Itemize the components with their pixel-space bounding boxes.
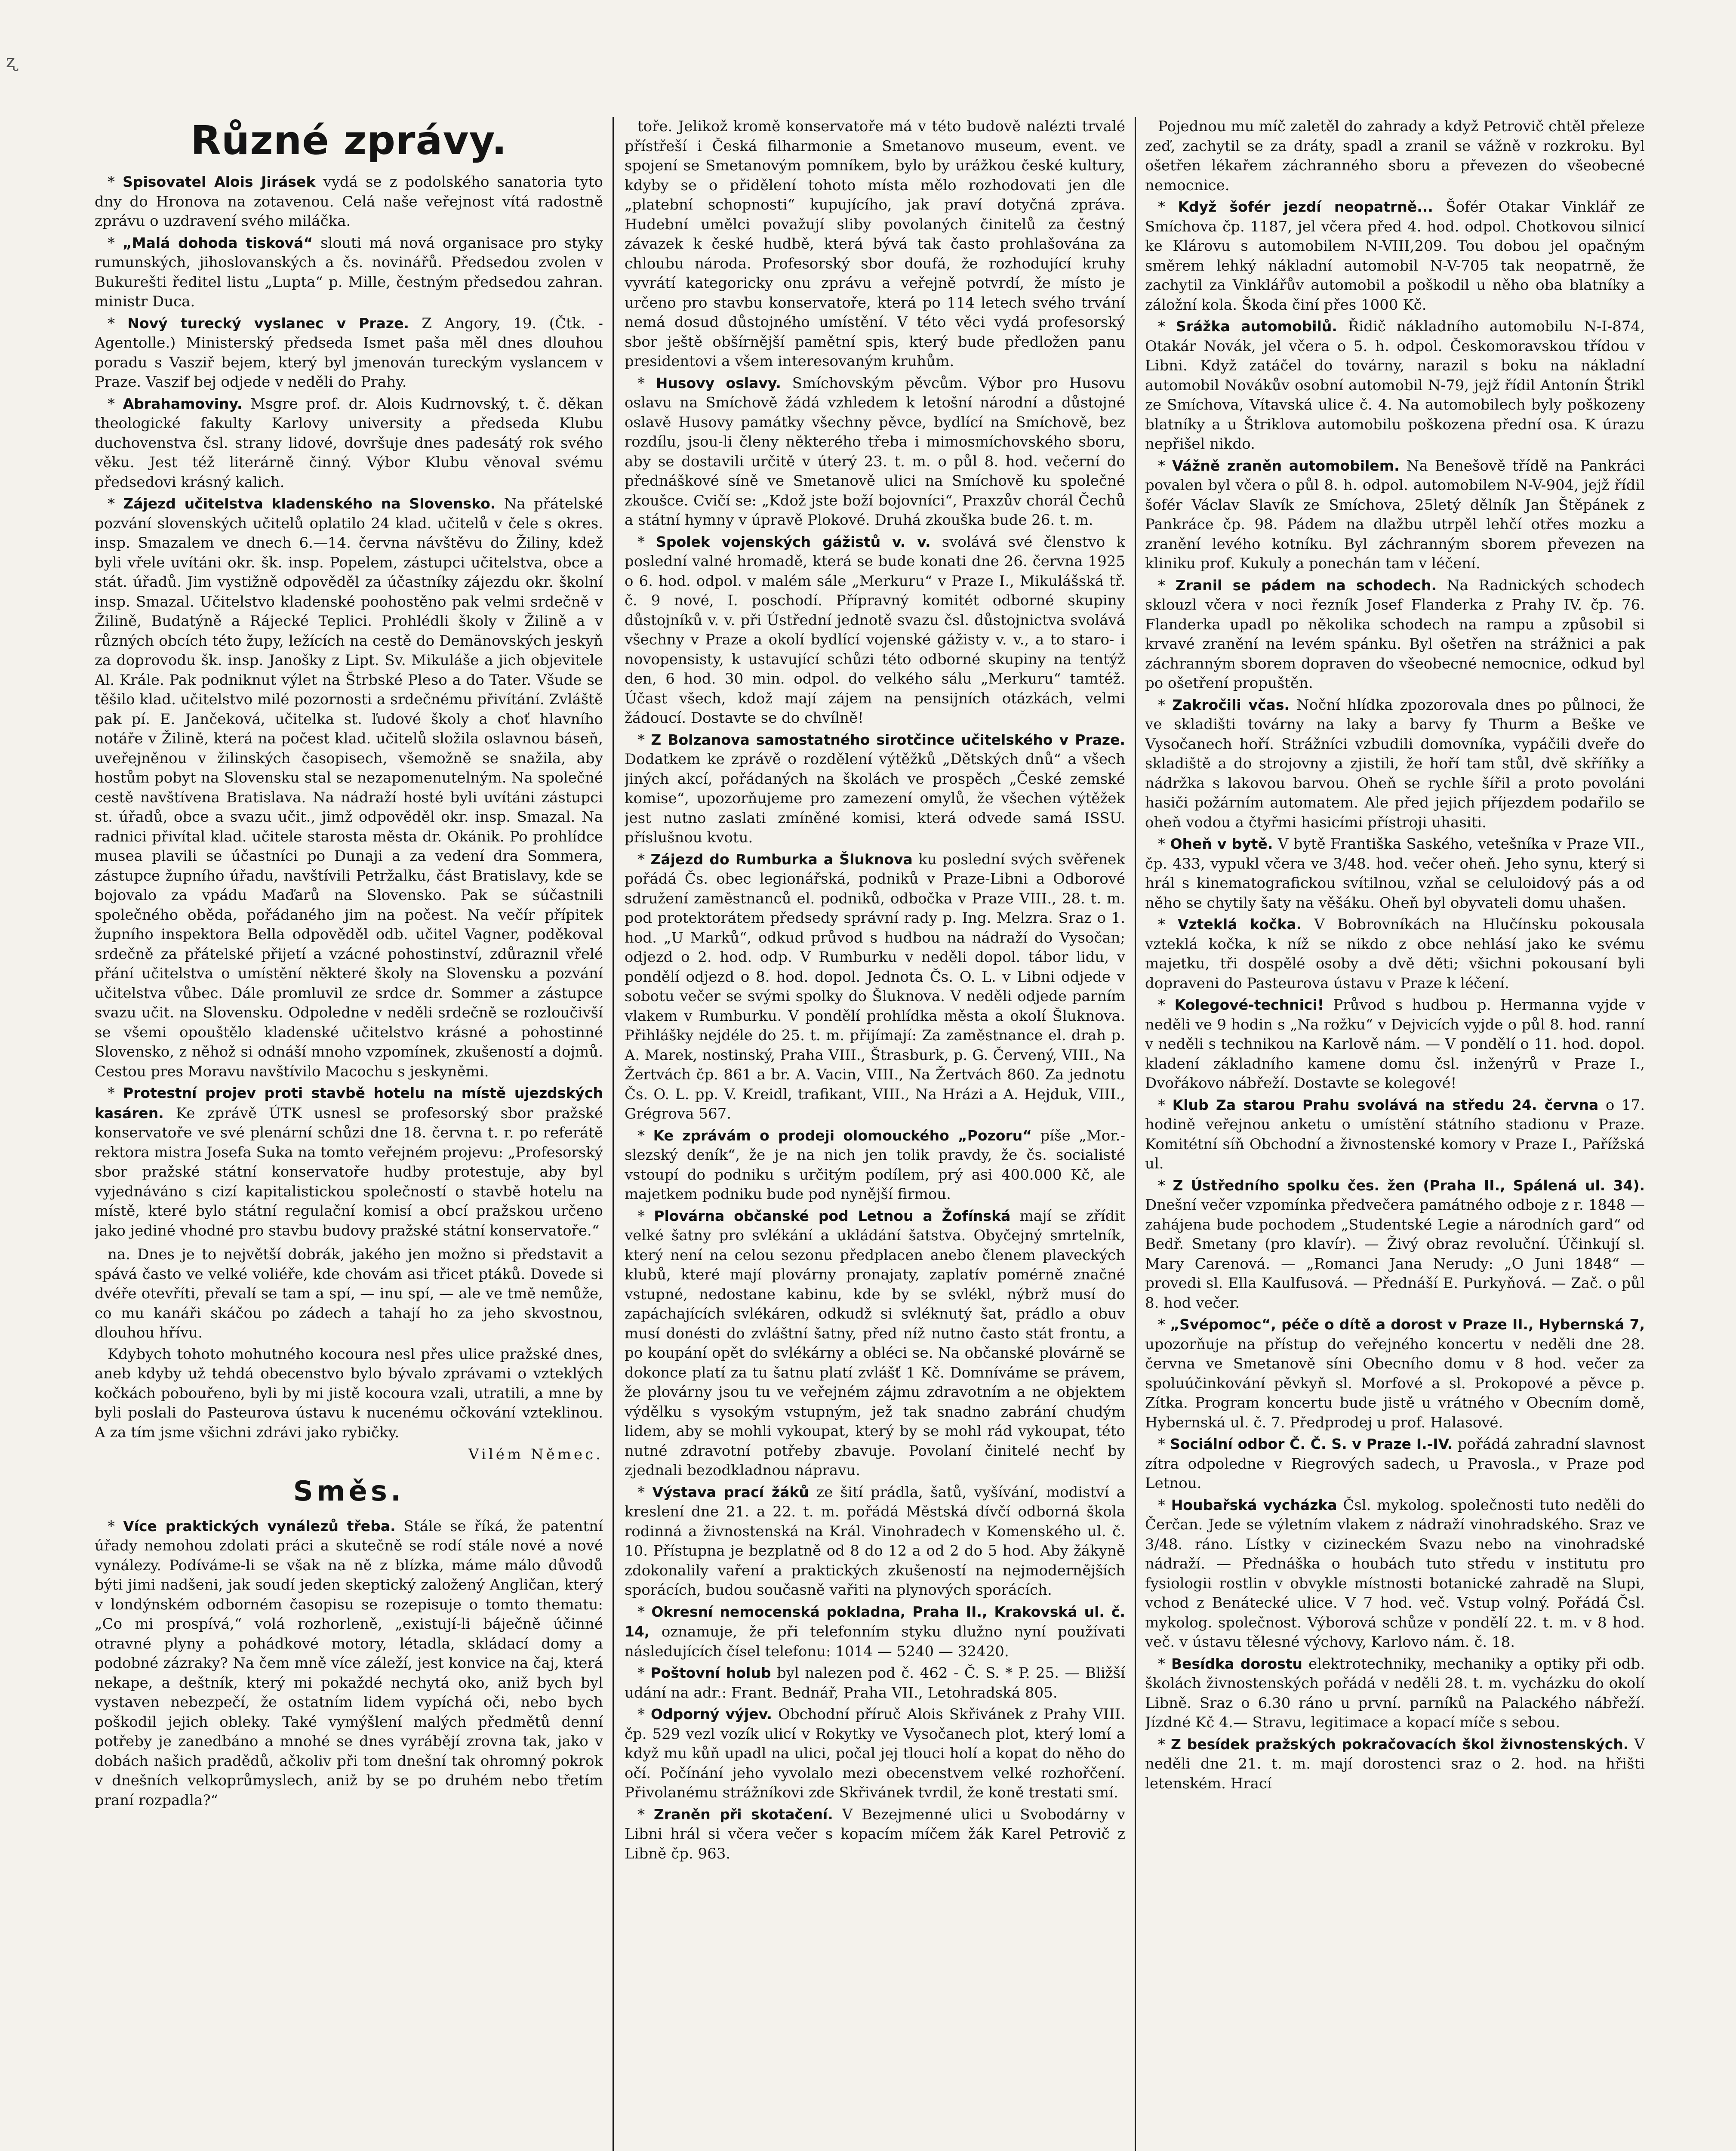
column-rule-2 [1135,117,1136,2151]
news-item-marker: * [1158,1177,1173,1194]
news-item-marker: * [1158,916,1178,933]
news-item [625,1482,1125,1600]
news-item-text: mají se zřídit velké šatny pro svlékání a ukládání šatstva. Obyčejný smrtelník, který není na celou sezonu předplacen anebo členem plaveckých klubů, které mají plovárny pronajaty, zaplatív pomérně značné vstupné, nedostane kabinu, kde by se svlékl, nýbrž musí do zapáchajících svlékáren, odkudž si svléknutý šat, prádlo a obuv musí donésti do zvláštní šatny, před níž nutno často stát frontu, a po koupání opět do svlékárny a obléci se. Na občanské plovárně se dokonce platí za tu šatnu platí zvlášť 1 Kč. Domníváme se právem, že plovárny jsou tu ve veřejném zájmu zdravotním a ne objektem výdělku s vysokým vstupným, jež tak snadno zabrání chudým lidem, aby se mohli vykoupat, který by se mohl rád vykoupat, této nutné zdravotní potřeby zbavuje. Povolaní činitelé nechť by zjednali bezodkladnou nápravu. [625,1207,1125,1479]
news-item-heading: Více praktických vynálezů třeba. [123,1517,396,1535]
news-item-marker: * [637,731,651,749]
column-rule-1 [613,117,614,2151]
news-item [625,117,1125,372]
news-item-marker: * [637,533,656,551]
news-item-marker: * [1158,1735,1171,1753]
news-item-marker: * [637,1806,654,1823]
news-item-text: V Bobrovníkách na Hlučínsku pokousala vzteklá kočka, k níž se nikdo z obce nehlásí jako ke svému majetku, tři dospělé osoby a dvě děti; všichni pokousaní byli dopraveni do Pasteurova ústavu v Praze k léčení. [1145,916,1645,992]
news-item [625,850,1125,1124]
news-item-heading: Besídka dorostu [1171,1655,1303,1672]
news-item-marker: * [1158,1496,1171,1514]
news-item [95,494,603,1082]
news-item-heading: Spisovatel Alois Jirásek [123,173,316,190]
news-item-heading: Ke zprávám o prodeji olomouckého „Pozoru“ [653,1127,1032,1144]
news-item [625,1663,1125,1703]
news-item-marker: * [1158,835,1170,853]
section-title-ruzne-zpravy: Různé zprávy. [190,117,508,163]
news-item [1145,995,1645,1094]
news-item-marker: * [1158,1436,1170,1453]
signature: Vilém Němec. [468,1446,603,1463]
news-item-heading: Z Ústředního spolku čes. žen (Praha II., Spálená ul. 34). [1173,1177,1645,1194]
news-item [1145,1434,1645,1494]
news-item-heading: „Malá dohoda tisková“ [123,234,313,251]
news-item-text: Čsl. mykolog. společnosti tuto neděli do Čerčan. Jede se výletním vlakem z nádraží vinohradského. Sraz ve 3/48. ráno. Lístky v cizineckém Svazu nebo na vinohradské nádraží. — Přednáška o houbách tuto středu v institutu pro fysiologii rostlin v obvykle místnosti botanické zahradě na Slupi, vchod z Benátecké ulice. V 7 hod. več. Vstup volný. Pořádá Čsl. mykolog. společnost. Výborová schůze v pondělí 22. t. m. v 8 hod. več. v ústavu tělesné výchovy, Karlovo nám. č. 18. [1145,1496,1645,1651]
news-item-marker: * [637,1603,652,1621]
news-item-heading: Nový turecký vyslanec v Praze. [127,314,409,332]
news-item-marker: * [637,1483,653,1501]
news-item [625,1602,1125,1662]
news-item [625,730,1125,848]
news-item [1145,1315,1645,1433]
news-item-marker: * [637,1207,654,1225]
column-2 [625,117,1125,2151]
news-item-heading: Zájezd do Rumburka a Šluknova [650,851,913,868]
news-item-heading: Okresní nemocenská pokladna, Praha II., Krakovská ul. č. 14, [625,1603,1125,1640]
news-item [625,1805,1125,1864]
news-item-heading: Plovárna občanské pod Letnou a Žofínská [654,1207,1011,1224]
news-item-marker: * [108,173,123,191]
news-item-text: o 17. hodině veřejnou anketu o umístění státního stadionu v Praze. Komitétní síň Obchodní a živnostenské komory v Praze I., Pařížská ul. [1145,1096,1645,1172]
news-item-heading: Srážka automobilů. [1176,318,1337,335]
news-item [95,1083,603,1241]
news-item-marker: * [637,1706,651,1723]
news-item [1145,1095,1645,1174]
news-item-text: Noční hlídka zpozorovala dnes po půlnoci, že ve skladišti továrny na laky a barvy fy Thurm a Beške ve Vysočanech hoří. Strážníci vzbudili domovníka, vypáčili dveře do skladiště a do strojovny a zjistili, že hoří tam stůl, dvě skříňky a nádržka s lakovou barvou. Oheň se rychle šířil a proto povoláni hasiči požárním automatem. Ale před jejich příjezdem podařilo se oheň vodou a čtyřmi hasicími přístroji uhasiti. [1145,696,1645,831]
news-item [625,373,1125,530]
news-item-text: Šofér Otakar Vinklář ze Smíchova čp. 1187, jel včera před 4. hod. odpol. Chotkovou silnicí ke Klárovu s automobilem N-VIII,209. Tou dobou jel opačným směrem lehký nákladní automobil N-V-705 tak neopatrně, že zachytil za Vinklářův automobil a poškodil u něho oba blatníky a záložní kola. Škoda činí přes 1000 Kč. [1145,198,1645,314]
news-item [1145,1735,1645,1794]
news-item-text: Dodatkem ke zprávě o rozdělení výtěžků „Dětských dnů“ a všech jiných akcí, pořádaných na školách ve prospěch „České zemské komise“, upozorňujeme pro zamezení omylů, že všechen výtěžek jest nutno zaslati zmíněné komisi, která odvede samá ISSU. příslušnou kvotu. [625,751,1125,846]
news-list [625,117,1125,1864]
news-item [625,1704,1125,1803]
news-list [95,172,603,1241]
news-item-marker: * [637,851,651,868]
news-item-heading: Zakročili včas. [1172,696,1290,713]
news-item-heading: Abrahamoviny. [123,395,243,412]
news-item-marker: * [637,1664,651,1682]
news-item-text: Ke zprávě ÚTK usnesl se profesorský sbor pražské konservatoře ve své plenární schůzi dne 18. června t. r. po referátě rektora mistra Josefa Suka na tomto veřejném projevu: „Profesorský sbor pražské státní konservatoře hudby protestuje, aby byl vyjednáváno s cizí kapitalistickou společností o stavbě hotelu na místě, které bylo státní regulační komisí a obcí pražskou určeno jako jediné vhodné pro stavbu budovy pražské státní konservatoře.“ [95,1104,603,1239]
news-item [95,394,603,493]
news-item-heading: Spolek vojenských gážistů v. v. [656,533,931,550]
story-continuation: na. Dnes je to největší dobrák, jakého jen možno si představit a spává často ve velké voliéře, kde chovám asi třicet ptáků. Dovede si dvéře otevříti, převalí se tam a spí, — inu spí, — ale ve tmě nemůže, co mu kanáři skáčou po zádech a tahají ho za jeho skvostnou, dlouhou hřívu. [95,1246,603,1341]
news-item-text: elektrotechniky, mechaniky a optiky při odb. školách živnostenských pořádá v neděli 28. t. m. vycházku do okolí Libně. Sraz o 6.30 ráno u první. parníků na Palackého nábřeží. Jízdné Kč 4.— Stravu, legitimace a kopací míče s sebou. [1145,1655,1645,1731]
news-item-marker: * [108,1517,123,1535]
news-item [95,1516,603,1811]
news-item-marker: * [1158,576,1176,594]
news-item-marker: * [108,234,123,252]
news-item-text: upozorňuje na přístup do veřejného koncertu v neděli dne 28. června ve Smetanově síni Obecního domu v 8 hod. večer za spoluúčinkování pěvkyň sl. Morfové a sl. Prokopové a pěvce p. Zítka. Program koncertu bude jistě u vrátného v Obecním domě, Hybernská ul. č. 7. Předprodej u prof. Halasové. [1145,1335,1645,1431]
news-item-text: ku poslední svých svěřenek pořádá Čs. obec legionářská, podniků v Praze-Libni a Odborové sdružení zaměstnanců el. podniků, odbočka v Praze VIII., 28. t. m. pod protektorátem předsedy správní rady p. Ing. Melzra. Sraz o 1. hod. „U Marků“, odkud průvod s hudbou na nádraží do Vysočan; odjezd o 2. hod. odp. V Rumburku v neděli dopol. tábor lidu, v pondělí odjezd o 8. hod. dopol. Jednota Čs. O. L. v Libni odjede v sobotu večer se svými spolky do Šluknova. V neděli odjede parním vlakem v Rumburku. V pondělí prohlídka města a okolí Šluknova. Přihlášky nejdéle do 25. t. m. přijímají: Za zaměstnance el. drah p. A. Marek, nostinský, Praha VIII., Štrasburk, p. G. Červený, VIII., Na Žertvách čp. 861 a br. A. Vacin, VIII., Na Žertvách 860. Za jednotu Čs. O. L. pp. V. Kreidl, trafikant, VIII., Na Hrázi a A. Hejduk, VIII., Grégrova 567. [625,851,1125,1122]
news-item-text: ze šití prádla, šatů, vyšívání, modiství a kreslení dne 21. a 22. t. m. pořádá Městská dívčí odborná škola rodinná a živnostenská na Král. Vinohradech v Komenského ul. č. 10. Přístupna je bezplatně od 8 do 12 a od 2 do 5 hod. Aby žákyně zdokonalily vaření a praktických zkušeností na nejmodernějších sporácích, budou současně vařiti na plynových sporácích. [625,1483,1125,1599]
news-item-heading: Klub Za starou Prahu svolává na středu 24. června [1172,1096,1599,1113]
news-item [95,172,603,231]
news-item-text: Dnešní večer vzpomínka předvečera památného odboje z r. 1848 — zahájena bude pochodem „Studentské Legie a národních gard“ od Bedř. Smetany (pro klavír). — Živý obraz revoluční. Účinkují sl. Mary Carenová. — „Romanci Jana Nerudy: „O Juni 1848“ — provedi sl. Ella Kaulfusová. — Přednáší E. Purkyňová. — Zač. o půl 8. hod večer. [1145,1196,1645,1312]
news-item-text: píše „Mor.-slezský deník“, že je na nich jen tolik pravdy, že čs. socialisté vstoupí do podniku s určitým podílem, prý asi 400.000 Kč, ale majetkem podniku bude pod nynější firmou. [625,1127,1125,1203]
news-item [625,532,1125,728]
news-item-marker: * [1158,1316,1170,1333]
news-item-heading: Houbařská vycházka [1171,1496,1337,1513]
story-continuation-2: Kdybych tohoto mohutného kocoura nesl přes ulice pražské dnes, aneb kdyby už tehdá obecenstvo bylo bývalo zprávami o vzteklých kočkách pobouřeno, byli by mi jistě kocoura vzali, utratili, a mne by byli poslali do Pasteurova ústavu k nucenému očkování vzteklinou. A za tím jsme všichni zdrávi jako rybičky. [95,1345,603,1441]
news-item-text: vydá se z podolského sanatoria tyto dny do Hronova na zotavenou. Celá naše veřejnost vítá radostně zprávu o uzdravení svého miláčka. [95,173,603,230]
column-1 [95,117,603,2151]
news-item [625,1126,1125,1205]
news-item-marker: * [108,1085,123,1102]
news-item-text: Pojednou mu míč zaletěl do zahrady a když Petrovič chtěl přeleze zeď, zachytil se za dráty, spadl a zranil se vážně v rozkroku. Byl ošetřen lékařem záchranného sboru a převezen do všeobecné nemocnice. [1145,118,1645,194]
news-item-marker: * [1158,696,1173,714]
news-item [1145,834,1645,913]
news-item-text: V Bezejmenné ulici u Svobodárny v Libni hrál si včera večer s kopacím míčem žák Karel Petrovič z Libně čp. 963. [625,1806,1125,1862]
section-title-smes: Směs. [293,1475,405,1507]
news-item [1145,695,1645,833]
news-item-text: toře. Jelikož kromě konservatoře má v této budově nalézti trvalé přístřeší i Česká filharmonie a Smetanovo museum, event. ve spojení se Smetanovým pomníkem, bylo by urážkou české kultury, kdyby se o přidělení tohoto místa mělo rozhodovati jen dle „platební schopnosti“ kupujícího, jak praví dotyčná zpráva. Hudební umělci považují sliby povolaných činitelů za čestný závazek k české hudbě, která bývá tak často prohlašována za chloubu národa. Profesorský sbor doufá, že rozhodující kruhy vyvrátí kategoricky onu zprávu a veřejně potvrdí, že místo je určeno pro stavbu konservatoře, která po 114 letech svého trvání nemá dosud důstojného umístění. V této věci vydá profesorský sbor ještě obšírnější pamětní spis, který bude předložen panu presidentovi a všem interesovaným kruhům. [625,118,1125,370]
news-item-heading: Poštovní holub [650,1664,771,1681]
news-item-heading: Odporný výjev. [651,1706,772,1723]
news-item-heading: Husovy oslavy. [656,374,781,391]
margin-mark: ʐ [6,52,16,71]
news-item-text: svolává své členstvo k poslední valné hromadě, která se bude konati dne 26. června 1925 o 6. hod. odpol. v malém sále „Merkuru“ v Praze I., Mikulášská tř. č. 9 nové, I. poschodí. Přípravný komitét odborné skupiny důstojníků v. v. při Ústřední jednotě svazu čsl. důstojnictva svolává všechny v Praze a okolí bydlící vojenské gážisty v. v., a to staro- i novopensisty, k ustavující schůzi této odborné skupiny na tentýž den, 6 hod. 30 min. odpol. do velkého sálu „Merkuru“ tamtéž. Účast všech, kdož mají zájem na pensijních otázkách, velmi žádoucí. Dostavte se do chvílně! [625,533,1125,727]
news-item-marker: * [1158,1655,1171,1673]
news-item-heading: Z Bolzanova samostatného sirotčince učitelského v Praze. [651,731,1125,748]
news-item-text: byl nalezen pod č. 462 - Č. S. * P. 25. — Bližší udání na adr.: Frant. Bednář, Praha VII., Letohradská 805. [625,1664,1125,1701]
news-item-text: Stále se říká, že patentní úřady nemohou zdolati práci a skutečně se rodí stále nové a nové vynálezy. Podíváme-li se však na ně z blízka, máme málo důvodů býti jimi nadšeni, jak soudí jeden skeptický založený Angličan, který v londýnském odborném časopisu se rozepisuje o tomto thematu: „Co mi prospívá,“ volá rozhorleně, „existují-li báječně účinné otravné plyny a pohádkové motory, létadla, skládací domy a podobné zázraky? Na čem mně více záleží, jest konvice na čaj, která nekape, a deštník, který mi pokaždé nechytá oko, aniž bych byl vystaven nebezpečí, že ostatním lidem vypíchá oči, nebo bych poškodil jejich obleky. Také vymýšlení malých předmětů denní potřeby je zanedbáno a mnohé se dnes vyrábějí zrovna tak, jako v dobách našich pradědů, ačkoliv při tom dnešní tak ohromný pokrok v dnešních velkoprůmyslech, aniž by se po druhém nebo třetím praní rozpadla?“ [95,1517,603,1809]
news-item-marker: * [1158,996,1175,1014]
news-item-text: pořádá zahradní slavnost zítra odpoledne v Riegrových sadech, u Pravosla., v Praze pod Letnou. [1145,1436,1645,1492]
news-item-heading: Vzteklá kočka. [1178,916,1302,933]
column-3 [1145,117,1645,2151]
news-item-heading: Když šofér jezdí neopatrně... [1178,198,1433,215]
news-item-marker: * [637,374,656,392]
news-item [1145,915,1645,993]
news-item-heading: Protestní projev proti stavbě hotelu na místě ujezdských kasáren. [95,1085,603,1122]
news-item [95,314,603,392]
news-item-marker: * [108,495,123,512]
news-list [1145,117,1645,1794]
news-item-marker: * [1158,318,1176,335]
news-item-marker: * [1158,198,1178,216]
news-item-text: Obchodní příruč Alois Skřivánek z Prahy VIII. čp. 529 vezl vozík ulicí v Rokytky ve Vysočanech plot, který lomí a když mu kůň upadl na ulici, počal jej tlouci holí a kopat do něho do očí. Počínání jeho vyvolalo mezi obecenstvem velké rozhořčení. Přivolanému strážníkovi zde Skřivánek tvrdil, že koně trestati smí. [625,1706,1125,1801]
news-item-text: slouti má nová organisace pro styky rumunských, jihoslovanských a čs. novinářů. Předsedou zvolen v Bukurešti ředitel listu „Lupta“ p. Mille, čestným předsedou zahran. ministr Duca. [95,234,603,310]
news-item-heading: Zraněn při skotačení. [653,1806,833,1823]
news-item [1145,1176,1645,1313]
news-item-text: Na Benešově třídě na Pankráci povalen byl včera o půl 8. h. odpol. automobilem N-V-904, jejž řídil šofér Václav Slavík ze Smíchova, 25letý dělník Jan Štěpánek z Pankráce čp. 98. Pádem na dlažbu utrpěl lehčí otřes mozku a zranění levého kotníku. Byl záchranným sborem převezen na kliniku prof. Kukuly a ponechán tam v léčení. [1145,457,1645,572]
news-item-marker: * [1158,457,1173,475]
news-item-marker: * [1158,1096,1173,1114]
news-item [625,1206,1125,1481]
news-item-marker: * [637,1127,653,1144]
news-item-text: Msgre prof. dr. Alois Kudrnovský, t. č. děkan theologické fakulty Karlovy university a předseda Klubu duchovenstva čsl. strany lidové, dovršuje dnes padesátý rok svého věku. Jest též literárně činný. Výbor Klubu věnoval svému předsedovi krásný kalich. [95,395,603,491]
news-item [1145,456,1645,574]
news-item-heading: Sociální odbor Č. Č. S. v Praze I.-IV. [1170,1436,1453,1452]
news-item-text: Smíchovským pěvcům. Výbor pro Husovu oslavu na Smíchově žádá vzhledem k letošní národní a důstojné oslavě Husovy památky všechny pěvce, bydlící na Smíchově, bez rozdílu, jsou-li členy některého třeba i mimosmíchovského sboru, aby se dostavili určitě v úterý 23. t. m. o půl 8. hod. večerní do přednáškové síně ve Smetanově ulici na Smíchově ku společné zkoušce. Cvičí se: „Kdož jste boží bojovníci“, Praxzův chorál Čechů a státní hymny v úpravě Plokové. Druhá zkouška bude 26. t. m. [625,374,1125,529]
news-item-marker: * [108,314,128,332]
news-item-marker: * [108,395,123,413]
news-item-text: oznamuje, že při telefonním styku dlužno nyní používati následujících čísel telefonu: 1014 — 5240 — 32420. [625,1623,1125,1660]
news-item-text: Z Angory, 19. (Čtk. - Agentolle.) Ministerský předseda Ismet paša měl dnes dlouhou poradu s Vasziř bejem, který byl jmenován tureckým vyslancem v Praze. Vaszif bej odjede v neděli do Prahy. [95,314,603,391]
news-item [1145,1654,1645,1733]
news-item-heading: „Svépomoc“, péče o dítě a dorost v Praze II., Hybernská 7, [1170,1316,1645,1333]
news-item-text: V neděli dne 21. t. m. mají dorostenci sraz o 2. hod. na hřišti letenském. Hrací [1145,1735,1645,1792]
news-item-heading: Zájezd učitelstva kladenského na Slovensko. [123,495,496,512]
news-item-heading: Vážně zraněn automobilem. [1172,457,1400,474]
news-item-heading: Z besídek pražských pokračovacích škol živnostenských. [1171,1735,1629,1753]
news-item [1145,576,1645,693]
news-item-heading: Oheň v bytě. [1170,835,1273,852]
news-item-text: Na přátelské pozvání slovenských učitelů oplatilo 24 klad. učitelů v čele s okres. insp. Smazalem ve dnech 6.—14. června návštěvu do Žiliny, kdež byli vřele uvítáni okr. šk. insp. Popelem, zástupci učitelstva, obce a stát. úřadů. Jim vystižně odpověděl za účastníky zájezdu okr. školní insp. Smazal. Učitelstvo kladenské poohostěno pak velmi srdečně v Žilině, Budatýně a Rájecké Teplici. Prohlédli školy v Žilině a v různých obcích této župy, ležících na cestě do Demänovských jeskyň za doprovodu šk. insp. Janošky z Lipt. Sv. Mikuláše a jich objevitele Al. Krále. Pak podniknut výlet na Štrbské Pleso a do Tater. Všude se těšilo klad. učitelstvo milé pozornosti a srdečnému přivítání. Zvláště pak pí. E. Jančeková, učitelka st. ľudové školy a choť hlavního notáře v Žilině, která na počest klad. učitelů složila oslavnou báseň, uveřejněnou v žilinských časopisech, všemožně se snažila, aby hostům pobyt na Slovensku stal se nezapomenutelným. Na společné cestě navštívena Bratislava. Na nádraží hosté byli uvítáni zástupci st. úřadů, obce a svazu učit., jimž odpověděl okr. insp. Smazal. Na radnici přivítal klad. učitele starosta města dr. Okánik. Po prohlídce musea plavili se účastníci po Dunaji a za vedení dra Sommera, zástupce župního úřadu, navštívili Petržalku, část Bratislavy, kde se bojovalo za vpádu Maďarů na Slovensko. Pak se súčastnili společného oběda, pořádaného jim na počest. Na večír přípitek župního inspektora Bella odpověděl odb. učitel Vagner, poděkoval srdečně za přátelské přijetí a vzácné pohostinství, zdůraznil vřelé přání učitelstva o umístění některé školy na Slovensku a pozvání učitelstva vůbec. Dále promluvil ze srdce dr. Sommer a zástupce svazu učit. na Slovensku. Odpoledne v neděli srdečně se rozloučivší se všemi opouštělo kladenské učitelstvo krásné a pohostinné Slovensko, z něhož si odnáší mnoho vzpomínek, zkušeností a dojmů. Cestou pres Moravu navštívilo Macochu s jeskyněmi. [95,495,603,1080]
news-item-heading: Kolegové-technici! [1174,996,1324,1013]
news-item-text: Řidič nákladního automobilu N-I-874, Otakár Novák, jel včera o 5. h. odpol. Českomoravskou třídou v Libni. Když zatáčel do továrny, narazil s boku na nákladní automobil Novákův osobní automobil N-79, jejž řídil Antonín Štrikl ze Smíchova, Vítavská ulice č. 4. Na automobilech byly poškozeny blatníky a u Štriklova automobilu poškozena přední osa. K úrazu nepřišel nikdo. [1145,318,1645,453]
misc-list [95,1516,603,1811]
news-item [1145,1495,1645,1652]
news-item-text: Průvod s hudbou p. Hermanna vyjde v neděli ve 9 hodin s „Na rožku“ v Dejvicích vyjde o půl 8. hod. ranní v neděli s technikou na Karlově nám. — V pondělí o 11. hod. dopol. kladení základního kamene domu čsl. inženýrů v Praze I., Dvořákovo nábřeží. Dostavte se kolegové! [1145,996,1645,1092]
news-item-heading: Zranil se pádem na schodech. [1175,576,1437,594]
news-item-text: V bytě Františka Saského, vetešníka v Praze VII., čp. 433, vypukl včera ve 3/48. hod. večer oheň. Jeho synu, který si hrál s kinematografickou svítilnou, vzňal se celuloidový pás a od něho se chytily šaty na věšáku. Oheň byl obyvateli domu uhašen. [1145,835,1645,912]
news-item [1145,197,1645,315]
news-item-text: Na Radnických schodech sklouzl včera v noci řezník Josef Flanderka z Prahy IV. čp. 76. Flanderka upadl po několika schodech na rampu a způsobil si krvavé zranění na levém spánku. Byl ošetřen na strážnici a pak záchranným sborem dopraven do všeobecné nemocnice, odkud byl po ošetření propuštěn. [1145,576,1645,692]
news-item [1145,117,1645,195]
news-item [1145,317,1645,454]
news-item [95,233,603,312]
news-item-heading: Výstava prací žáků [652,1483,809,1501]
